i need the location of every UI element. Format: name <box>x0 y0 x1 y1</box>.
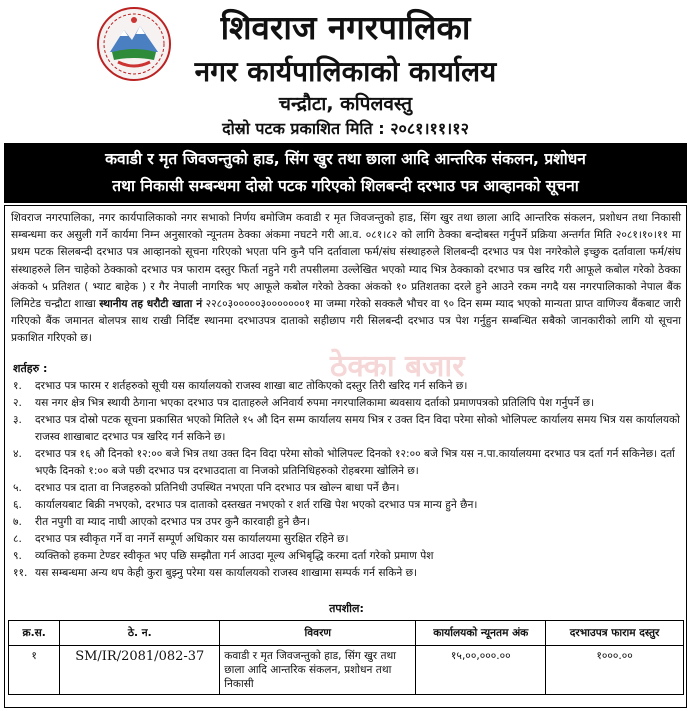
term-item: ५. दरभाउ पत्र दाता वा निजहरुको प्रतिनिधी उपस्थित नभएता पनि दरभाउ पत्र खोल्न बाधा पर्ने छैन। <box>13 482 400 494</box>
term-item: ८. दरभाउ पत्र स्वीकृत गर्ने वा नगर्ने सम्पूर्ण अधिकार यस कार्यालयमा सुरक्षित रहिने छ। <box>13 533 349 545</box>
address: चन्द्रौटा, कपिलवस्तु <box>278 93 413 115</box>
col-min: कार्यालयको न्यूनतम अंक <box>416 621 546 646</box>
cell-desc: कवाडी र मृत जिवजन्तुको हाड, सिंग खुर तथा छाला आदि आन्तरिक संकलन, प्रशोधन तथा निकासी <box>220 646 416 695</box>
cell-sn: १ <box>9 646 60 695</box>
term-item: ११. यस सम्बन्धमा अन्य थप केही कुरा बुझ्नु परेमा यस कार्यालयको राजस्व शाखामा सम्पर्क गर्न सकिने छ। <box>13 567 418 579</box>
col-fee: दरभाउपत्र फाराम दस्तुर <box>546 621 684 646</box>
notice-banner <box>4 143 687 203</box>
published-date: दोस्रो पटक प्रकाशित मिति : २०८१।११।१२ <box>222 119 469 138</box>
deposit-account-label: स्थानीय तह धरौटी खाता नं <box>99 298 203 311</box>
term-item: १. दरभाउ पत्र फारम र शर्तहरुको सूची यस कार्यालयको राजस्व शाखा बाट तोकिएको दस्तुर तिरी खरिद गर्न सकिने छ। <box>13 380 468 392</box>
cell-fee: १०००.०० <box>546 646 684 695</box>
details-table <box>8 620 684 695</box>
col-ref: ठे. न. <box>60 621 220 646</box>
term-item: ३. दरभाउ पत्र दोस्रो पटक सूचना प्रकासित भएको मितिले १५ औ दिन सम्म कार्यालय समय भित्र र उक्त दिन विदा परेमा सोको भोलिपल्ट कार्यालय समय भित्र यस कार्यालयको राजस्व शाखाबाट दरभाउ पत्र खरिद गर्न सकिने छ। <box>13 414 680 443</box>
intro-text-cont: २२८०३०००००३०००००००१ मा जम्मा गरेको सक्कलै भौचर वा ९० दिन सम्म म्याद भएको मान्यता प्राप्त वाणिज्य बैंकबाट जारी गरिएको बैंक जमानत बोलपत्र साथ राखी निर्दिष्ट स्थानमा दरभाउपत्र दाताको सहीछाप गरी सिलबन्दी दरभाउ पत्र पेश गर्नुहुन सम्बन्धित सबैको जानकारीको लागि यो सूचना प्रकाशित गरिएको छ। <box>11 298 681 345</box>
term-item: २. यस नगर क्षेत्र भित्र स्थायी ठेगाना भएका दरभाउ पत्र दाताहरुले अनिवार्य रुपमा नगरपालिकामा ब्यवसाय दर्ताको प्रमाणपत्रको प्रतिलिपि पेश गर्नुपर्ने छ। <box>13 397 595 409</box>
table-row <box>9 646 684 695</box>
terms-list <box>13 378 681 582</box>
col-sn: क्र.स. <box>9 621 60 646</box>
banner-line-2: तथा निकासी सम्बन्धमा दोस्रो पटक गरिएको शिलबन्दी दरभाउ पत्र आव्हानको सूचना <box>112 177 579 195</box>
cell-ref: SM/IR/2081/082-37 <box>60 646 220 695</box>
watermark: ठेक्का बजार <box>330 349 465 384</box>
term-item: ७. रीत नपुगी वा म्याद नाघी आएको दरभाउ पत्र उपर कुनै कारवाही हुने छैन। <box>13 516 310 528</box>
details-heading: तपशील: <box>329 602 364 615</box>
term-item: ६. कार्यालयबाट बिक्री नभएको, दरभाउ पत्र दाताको दस्तखत नभएको र शर्त राखि पेश भएको दरभाउ पत्र मान्य हुने छैन। <box>13 499 478 511</box>
intro-paragraph <box>11 210 681 348</box>
municipality-title: शिवराज नगरपालिका <box>220 8 471 47</box>
col-desc: विवरण <box>220 621 416 646</box>
cell-min: १५,००,०००.०० <box>416 646 546 695</box>
banner-line-1: कवाडी र मृत जिवजन्तुको हाड, सिंग खुर तथा छाला आदि आन्तरिक संकलन, प्रशोधन <box>105 150 586 168</box>
term-item: ९. व्यक्तिको हकमा टेण्डर स्वीकृत भए पछि सम्झौता गर्न आउदा मूल्य अभिबृद्धि करमा दर्ता गरेको प्रमाण पेश <box>13 550 434 562</box>
term-item: ४. दरभाउ पत्र १६ औ दिनको १२:०० बजे भित्र तथा उक्त दिन विदा परेमा सोको भोलिपल्ट दिनको १२:०० बजे भित्र यस न.पा.कार्यालयमा दरभाउ पत्र दर्ता गर्न सकिनेछ। दर्ता भएकै दिनको १:०० बजे पछी दरभाउ पत्र दरभाउदाता वा निजको प्रतिनिधिहरुको रोहबरमा खोलिने छ। <box>13 448 675 477</box>
letterhead <box>0 0 691 142</box>
table-header-row <box>9 621 684 646</box>
notice-body <box>4 205 687 708</box>
office-subtitle: नगर कार्यपालिकाको कार्यालय <box>194 55 497 88</box>
intro-text: शिवराज नगरपालिका, नगर कार्यपालिकाको नगर सभाको निर्णय बमोजिम कवाडी र मृत जिवजन्तुको हाड, सिंग खुर तथा छाला आदि आन्तरिक संकलन, प्रशोधन तथा निकासी सम्बन्धमा कर असुली गर्ने कार्यमा निम्न अनुसारको न्यूनतम ठेक्का अंकमा नघटने गरी आ.व. ०८१।८२ को लागि ठेक्का बन्दोबस्त गर्नुपर्ने प्रक्रिया अन्तर्गत मिति २०८१।१०।११ मा प्रथम पटक सिलबन्दी दरभाउ पत्र आव्हानको सूचना गरिएको भएता पनि कुनै पनि दर्तावाला फर्म/संघ संस्थाहरुले शिलबन्दी दरभाउ पत्र पेश नगरेकोले इच्छुक दर्तावाला फर्म/संघ संस्थाहरुले लिन चाहेको ठेक्काको दरभाउ पत्र फाराम दस्तुर फिर्ता नहुने गरी तपसीलमा उल्लेखित भएको म्याद भित्र ठेक्काको दरभाउ पत्र खरिद गरी आफूले कबोल गरेको ठेक्का अंकको ५ प्रतिशत ( भ्याट बाहेक ) र गैर नेपाली नागरिक भए आफूले कबोल गरेको ठेक्का अंकको १० प्रतिशतका दरले हुने आउने रकम नगदै यस नगरपालिकाको नेपाल बैंक लिमिटेड चन्द्रौटा शाखा <box>11 212 681 311</box>
terms-heading: शर्तहरु : <box>13 362 48 375</box>
